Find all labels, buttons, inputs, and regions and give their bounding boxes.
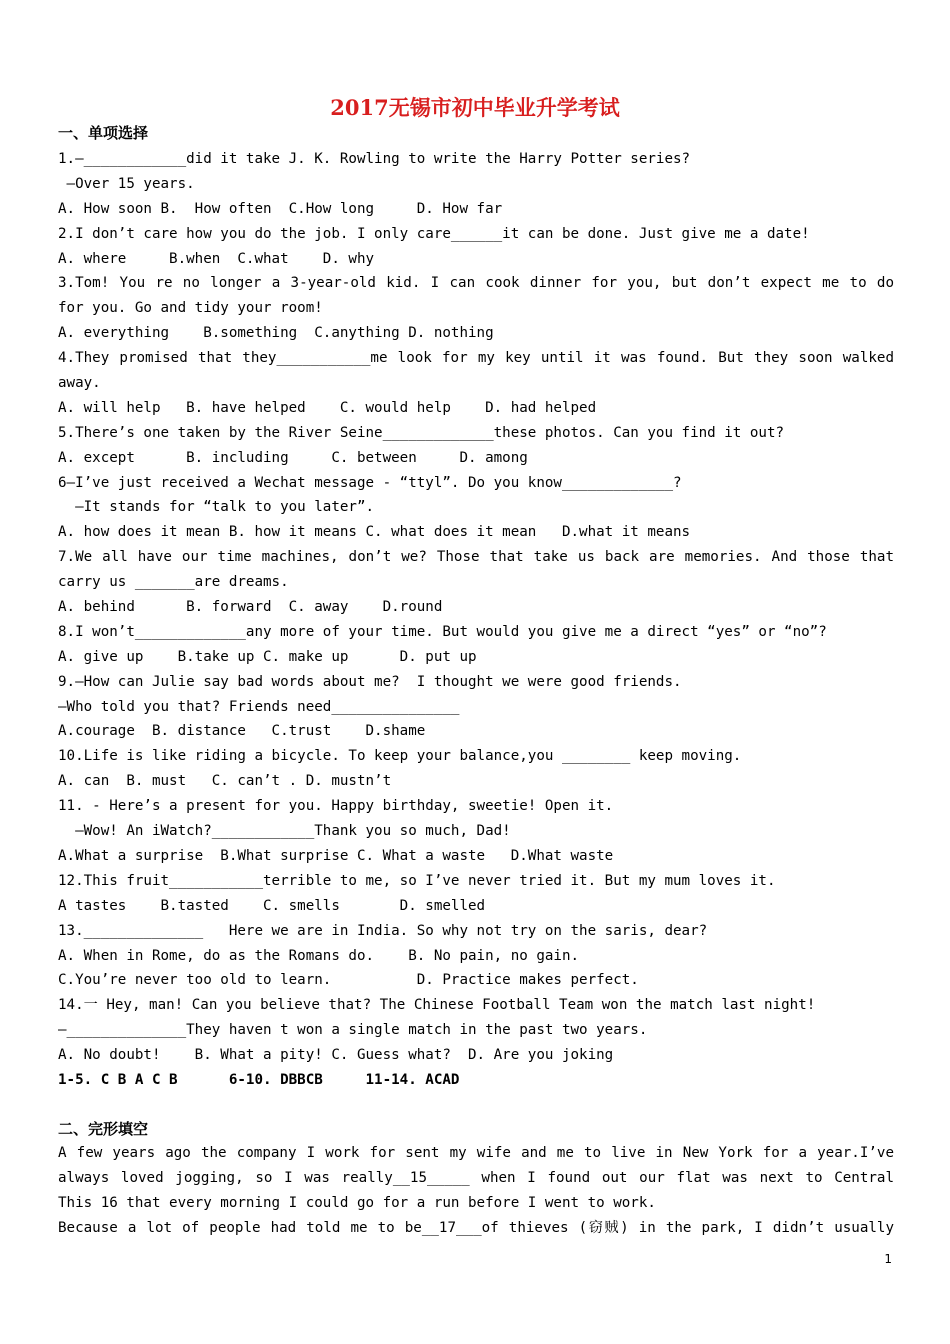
text-line: 2.I don’t care how you do the job. I only care______it can be done. Just give me a date! [58, 225, 810, 242]
section-heading-single-choice: 一、单项选择 [58, 124, 149, 142]
text-line: A. will help B. have helped C. would help D. had helped [58, 399, 597, 416]
text-line: —Wow! An iWatch?____________Thank you so much, Dad! [58, 823, 511, 840]
text-line: 11. - Here’s a present for you. Happy birthday, sweetie! Open it. [58, 798, 614, 815]
text-line: 7.We all have our time machines, don’t we? Those that take us back are memories. And those that [58, 549, 894, 566]
text-line: This 16 that every morning I could go for a run before I went to work. [58, 1194, 656, 1211]
cloze-passage [58, 1141, 894, 1241]
text-line: 14.一 Hey, man! Can you believe that? The Chinese Football Team won the match last night! [58, 997, 816, 1014]
text-line: 9.—How can Julie say bad words about me? I thought we were good friends. [58, 673, 682, 690]
text-line: A. behind B. forward C. away D.round [58, 599, 443, 616]
text-line: A. give up B.take up C. make up D. put up [58, 648, 477, 665]
text-line: —Who told you that? Friends need_______________ [58, 698, 460, 715]
text-line: 1.—____________did it take J. K. Rowling to write the Harry Potter series? [58, 151, 691, 167]
text-line: Because a lot of people had told me to be__17___of thieves (窃贼) in the park, I didn’t usually [58, 1219, 894, 1236]
text-line: carry us _______are dreams. [58, 574, 289, 591]
page-title: 2017无锡市初中毕业升学考试 [330, 95, 620, 120]
text-line: 4.They promised that they___________me look for my key until it was found. But they soon walked [58, 350, 894, 367]
text-line: A tastes B.tasted C. smells D. smelled [58, 897, 486, 914]
text-line: —______________They haven t won a single match in the past two years. [58, 1022, 648, 1039]
text-line: —It stands for “talk to you later”. [58, 499, 375, 516]
text-line: A. No doubt! B. What a pity! C. Guess what? D. Are you joking [58, 1047, 614, 1064]
text-line: —Over 15 years. [58, 175, 195, 192]
text-line: 6—I’ve just received a Wechat message - “ttyl”. Do you know_____________? [58, 474, 682, 491]
text-line: 3.Tom! You re no longer a 3-year-old kid. I can cook dinner for you, but don’t expect me to do [58, 275, 894, 292]
page-number: 1 [884, 1252, 892, 1266]
text-line: for you. Go and tidy your room! [58, 300, 323, 317]
text-line: always loved jogging, so I was really__15_____ when I found out our flat was next to Central [58, 1169, 894, 1186]
text-line: A. except B. including C. between D. among [58, 449, 528, 466]
text-line: A.courage B. distance C.trust D.shame [58, 723, 426, 740]
section-heading-cloze: 二、完形填空 [58, 1120, 149, 1138]
text-line: A. how does it mean B. how it means C. what does it mean D.what it means [58, 524, 691, 541]
single-choice-questions [58, 147, 894, 1093]
text-line: A. How soon B. How often C.How long D. How far [58, 200, 503, 217]
text-line: A.What a surprise B.What surprise C. What a waste D.What waste [58, 847, 614, 864]
text-line: A. can B. must C. can’t . D. mustn’t [58, 773, 392, 790]
text-line: A. where B.when C.what D. why [58, 250, 375, 267]
text-line: 10.Life is like riding a bicycle. To keep your balance,you ________ keep moving. [58, 748, 742, 765]
text-line: A. everything B.something C.anything D. nothing [58, 325, 494, 342]
answer-key: 1-5. C B A C B 6-10. DBBCB 11-14. ACAD [58, 1071, 460, 1088]
text-line: A. When in Rome, do as the Romans do. B. No pain, no gain. [58, 947, 580, 964]
text-line: 12.This fruit___________terrible to me, so I’ve never tried it. But my mum loves it. [58, 872, 776, 889]
text-line: 8.I won’t_____________any more of your time. But would you give me a direct “yes” or “no”? [58, 623, 827, 640]
text-line: C.You’re never too old to learn. D. Practice makes perfect. [58, 972, 639, 989]
text-line: 5.There’s one taken by the River Seine_____________these photos. Can you find it out? [58, 424, 785, 441]
text-line: A few years ago the company I work for sent my wife and me to live in New York for a year.I’ve [58, 1145, 894, 1161]
text-line: 13.______________ Here we are in India. So why not try on the saris, dear? [58, 922, 708, 939]
text-line: away. [58, 375, 101, 392]
